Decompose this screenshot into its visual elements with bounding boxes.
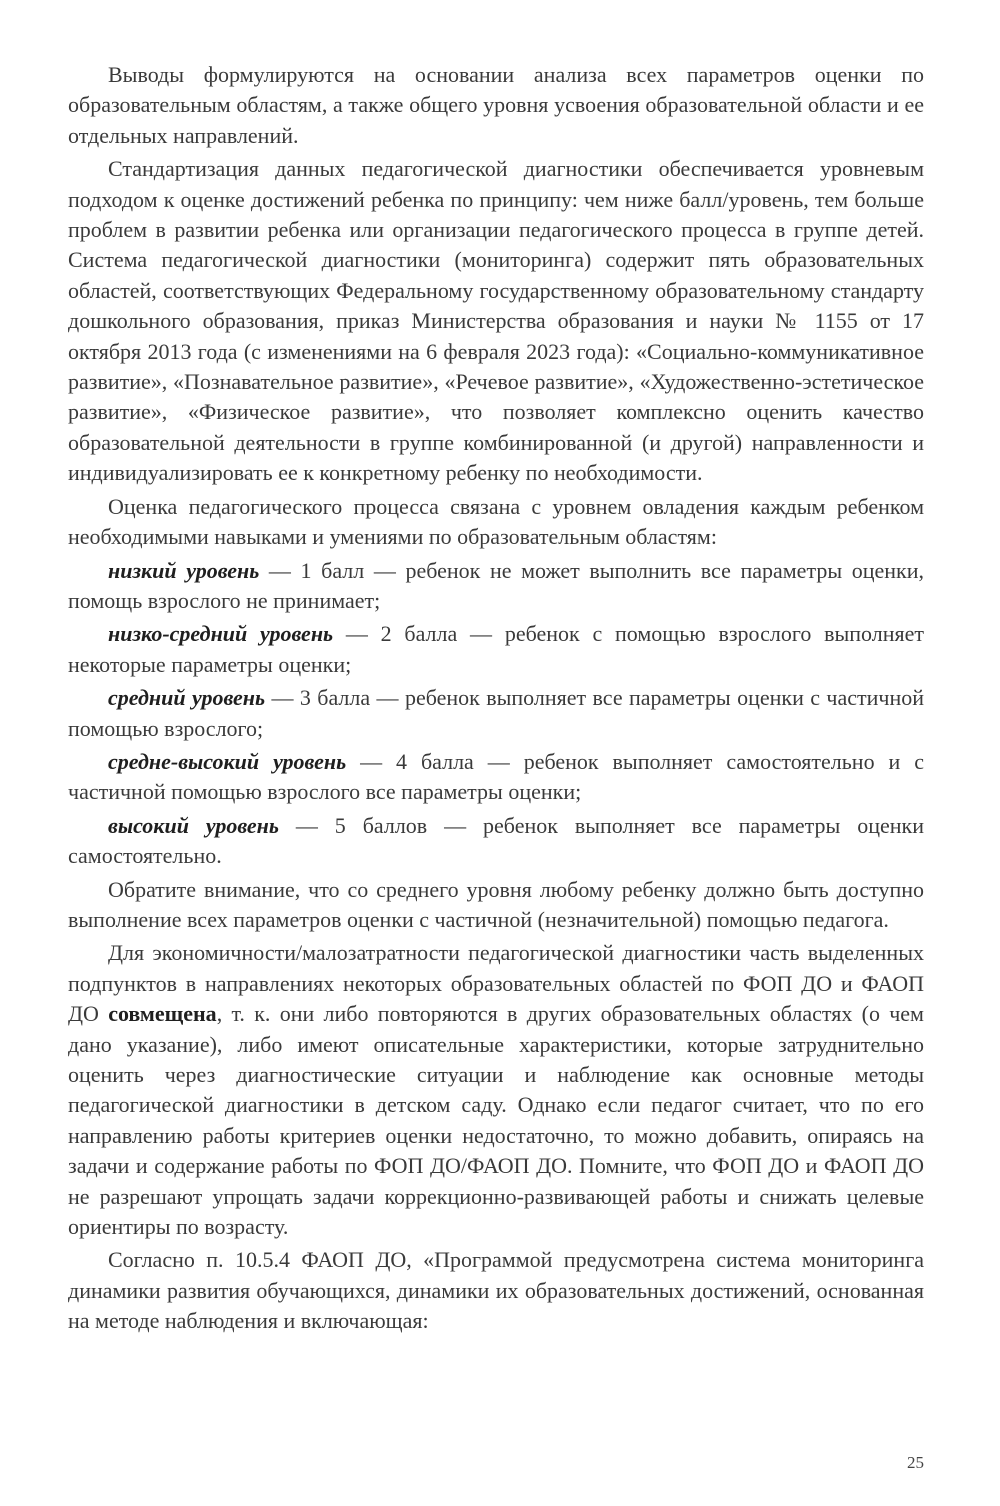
paragraph-standardization: Стандартизация данных педагогической диагностики обеспечивается уровневым подходом к оценке достижений ребенка по принципу: чем ниже балл/уровень, тем больше проблем в развитии ребенка или организации педагогического процесса в группе детей. Система педагогической диагностики (мониторинга) содержит пять образовательных областей, соответствующих Федеральному государственному образовательному стандарту дошкольного образования, приказ Министерства образования и науки № 1155 от 17 октября 2013 года (с изменениями на 6 февраля 2023 года): «Социально-коммуникативное развитие», «Познавательное развитие», «Речевое развитие», «Художественно-эстетическое развитие», «Физическое развитие», что позволяет комплексно оценить качество образовательной деятельности в группе комбинированной (и другой) направленности и индивидуализировать ее к конкретному ребенку по необходимости. [68, 156, 924, 486]
text-fragment: , т. к. они либо повторяются в других образовательных областях (о чем дано указание), либо имеют описательные характеристики, которые затруднительно оценить через диагностические ситуации и наблюдение как основные методы педагогической диагностики в детском саду. Однако если педагог считает, что по его направлению работы критериев оценки недостаточно, то можно добавить, опираясь на задачи и содержание работы по ФОП ДО/ФАОП ДО. Помните, что ФОП ДО и ФАОП ДО не разрешают упрощать задачи коррекционно-развивающей работы и снижать целевые ориентиры по возрасту. [68, 1001, 924, 1240]
level-description: — 4 балла — ребенок выполняет самостоятельно и с частичной помощью взрослого все параметры оценки; [68, 748, 924, 805]
level-term: низкий уровень [108, 557, 260, 583]
paragraph-faop-quote: Согласно п. 10.5.4 ФАОП ДО, «Программой предусмотрена система мониторинга динамики развития обучающихся, динамики их образовательных достижений, основанная на методе наблюдения и включающая: [68, 1247, 924, 1334]
level-low-middle [68, 619, 924, 680]
level-middle [68, 683, 924, 744]
level-term: средний уровень [108, 685, 266, 711]
text-fragment: Для экономичности/малозатратности педагогической диагностики часть выделенных подпунктов в направлениях некоторых образовательных областей по ФОП ДО и ФАОП ДО [68, 940, 924, 1027]
level-description: — 1 балл — ребенок не может выполнить все параметры оценки, помощь взрослого не принимает; [68, 557, 924, 613]
paragraph-attention: Обратите внимание, что со среднего уровня любому ребенку должно быть доступно выполнение всех параметров оценки с частичной (незначительной) помощью педагога. [68, 876, 924, 932]
level-description: — 3 балла — ребенок выполняет все параметры оценки с частичной помощью взрослого; [68, 685, 924, 741]
level-low [68, 556, 924, 617]
page-number: 25 [907, 1453, 924, 1472]
paragraph-conclusions: Выводы формулируются на основании анализа всех параметров оценки по образовательным областям, а также общего уровня усвоения образовательной области и ее отдельных направлений. [68, 62, 924, 148]
level-description: — 5 баллов — ребенок выполняет все параметры оценки самостоятельно. [68, 812, 924, 869]
level-term: низко-средний уровень [108, 621, 334, 647]
level-description: — 2 балла — ребенок с помощью взрослого выполняет некоторые параметры оценки; [68, 621, 924, 677]
paragraph-assessment-intro: Оценка педагогического процесса связана с уровнем овладения каждым ребенком необходимыми навыками и умениями по образовательным областям: [68, 493, 924, 550]
page-body [68, 60, 924, 1340]
level-middle-high [68, 747, 924, 808]
paragraph-economy [68, 938, 924, 1242]
level-high [68, 811, 924, 872]
bold-term: совмещена [108, 1001, 217, 1027]
level-term: средне-высокий уровень [108, 748, 347, 774]
level-term: высокий уровень [108, 812, 279, 838]
